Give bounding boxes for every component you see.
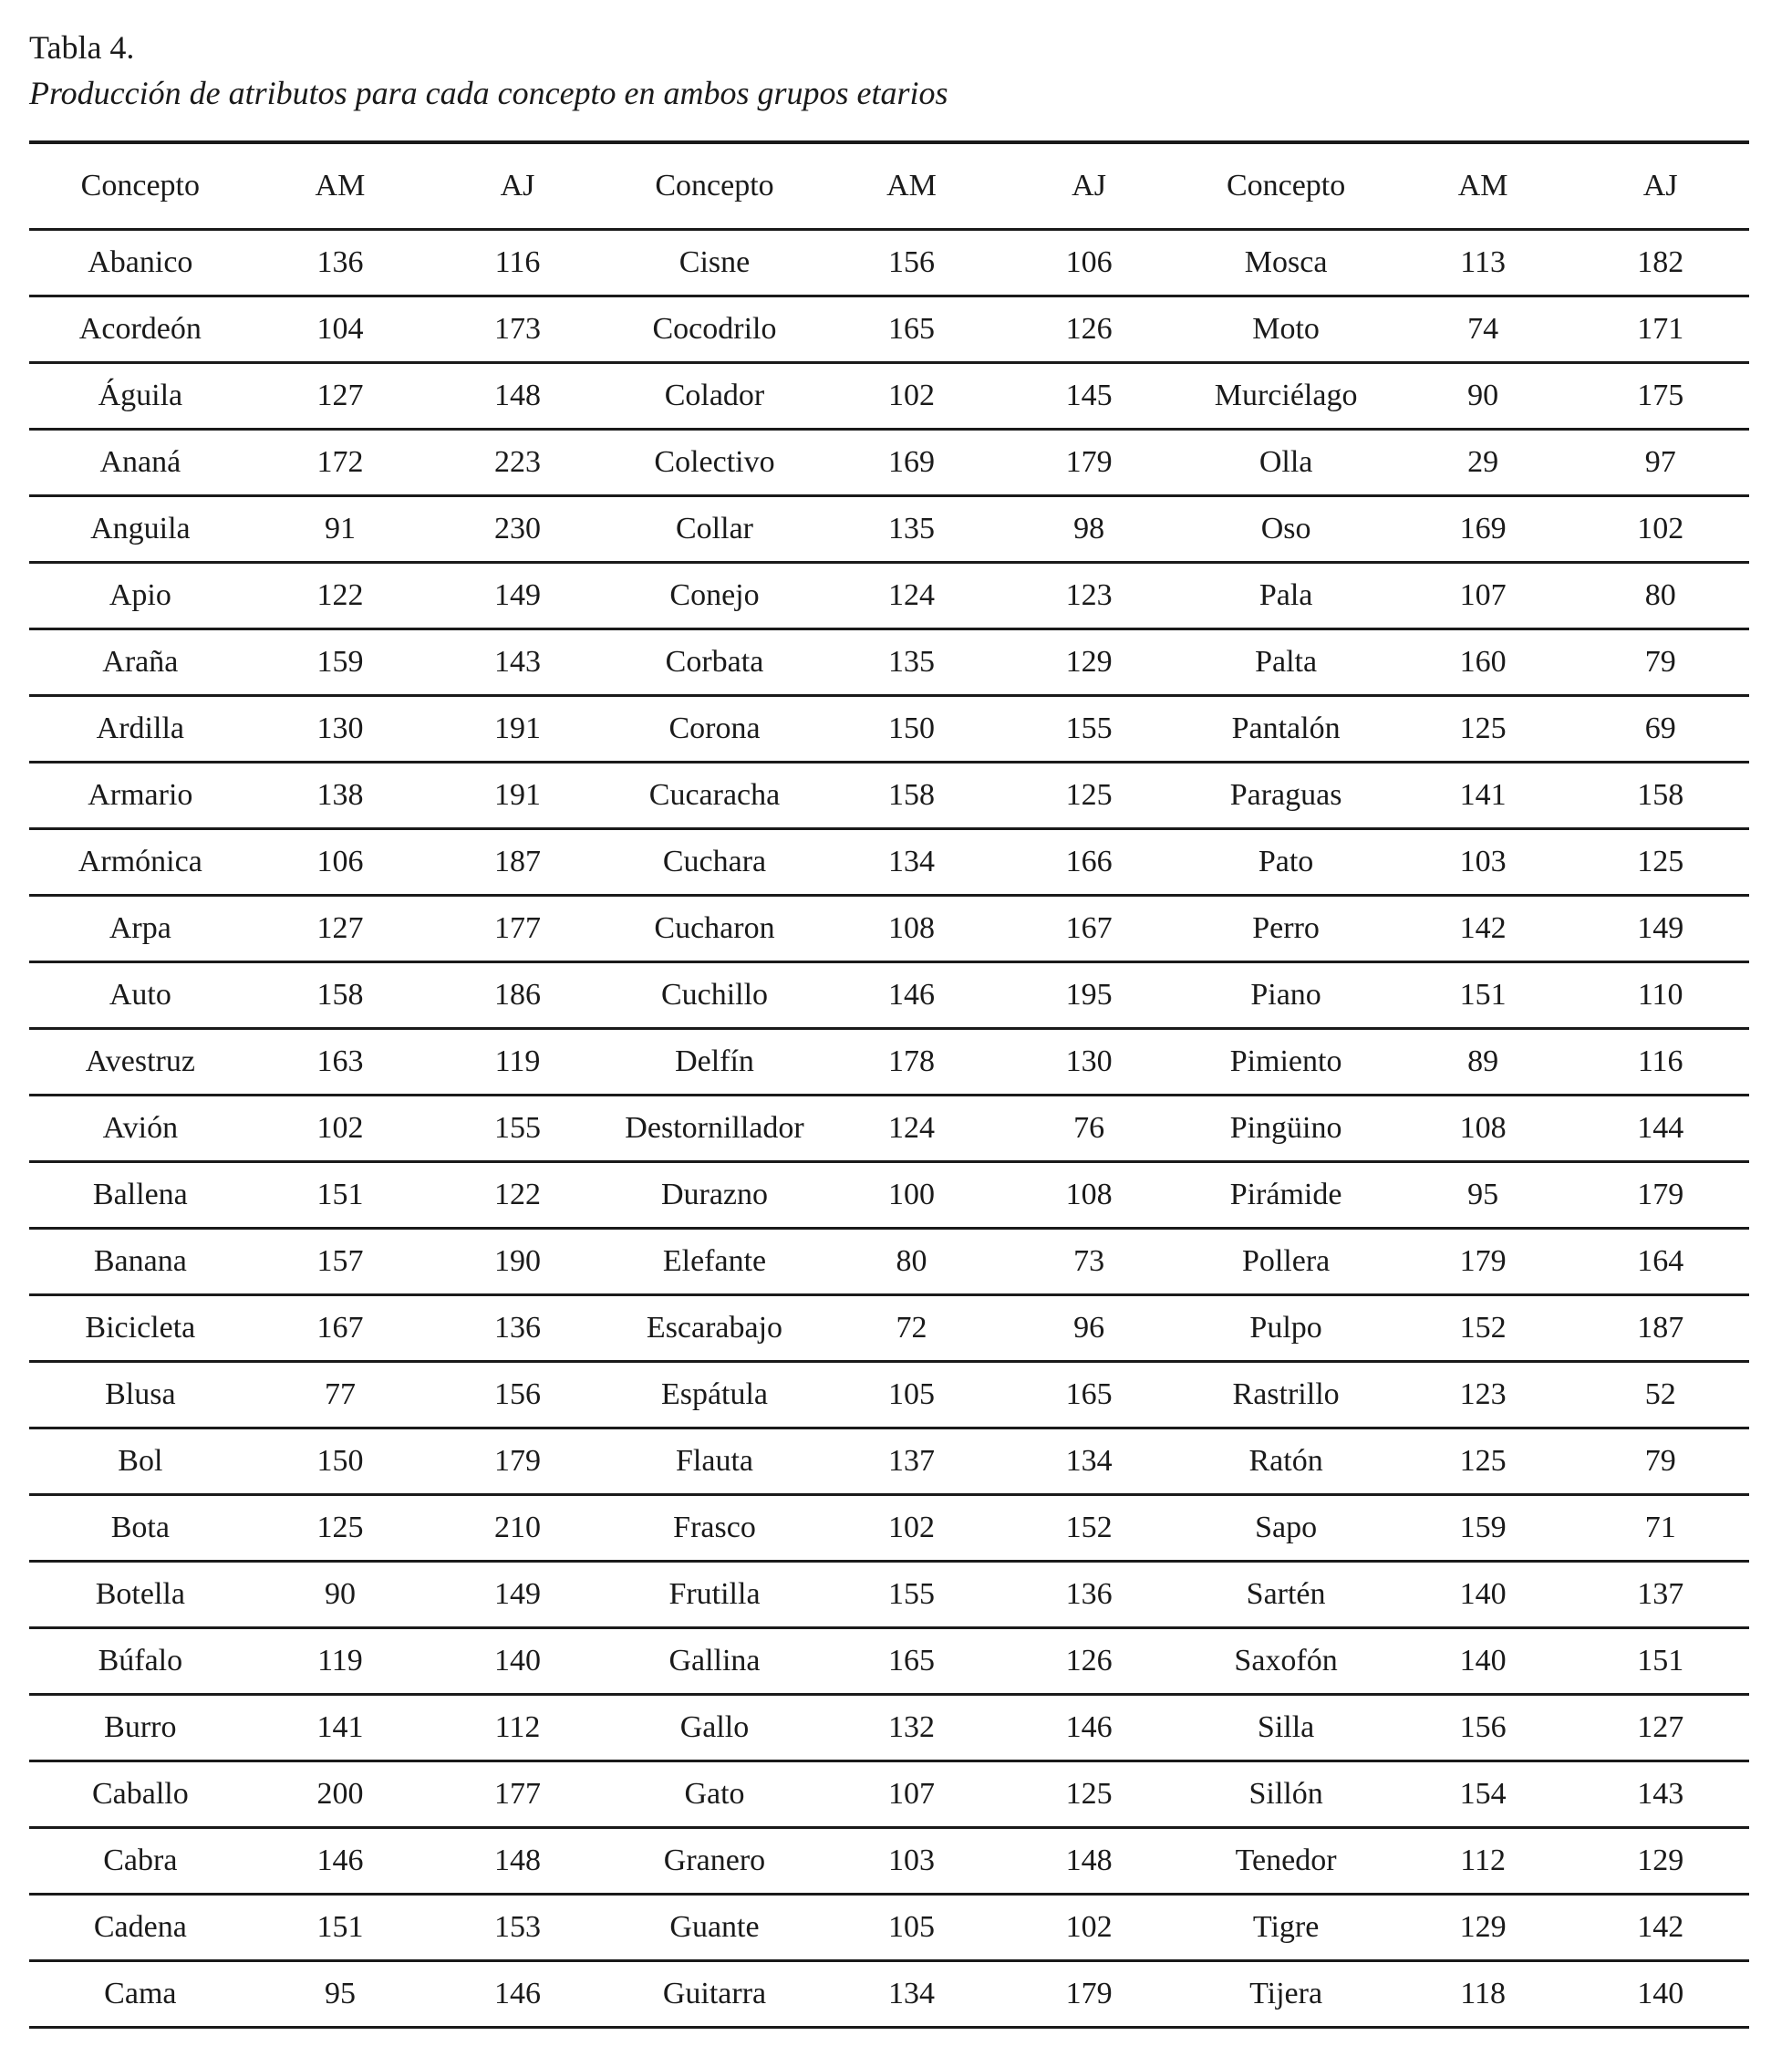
cell-am-1: 106 [316, 845, 364, 878]
cell-aj-2: 106 [1065, 245, 1113, 279]
cell-am-1: 163 [316, 1044, 364, 1078]
cell-concepto-3: Pingüino [1229, 1111, 1342, 1145]
cell-aj-3: 182 [1637, 245, 1684, 279]
cell-am-3: 108 [1459, 1111, 1507, 1145]
cell-aj-1: 173 [493, 312, 541, 346]
table-row [29, 563, 1749, 629]
cell-aj-1: 186 [493, 978, 541, 1012]
cell-am-1: 158 [316, 978, 364, 1012]
cell-concepto-2: Cucaracha [648, 778, 781, 812]
cell-aj-1: 149 [493, 1577, 541, 1611]
header-concepto-2: Concepto [655, 169, 774, 203]
cell-aj-1: 122 [493, 1178, 541, 1211]
cell-concepto-1: Bol [118, 1444, 163, 1478]
cell-concepto-2: Elefante [662, 1244, 767, 1278]
cell-am-3: 125 [1459, 712, 1507, 745]
cell-aj-1: 177 [493, 911, 541, 945]
cell-aj-3: 79 [1644, 645, 1676, 679]
cell-am-1: 157 [316, 1244, 364, 1278]
cell-aj-2: 145 [1065, 379, 1113, 412]
cell-aj-1: 190 [493, 1244, 541, 1278]
cell-aj-2: 125 [1065, 778, 1113, 812]
cell-am-2: 132 [888, 1710, 936, 1744]
table-number: Tabla 4. [29, 29, 135, 66]
table-row [29, 1428, 1749, 1495]
cell-concepto-3: Rastrillo [1232, 1377, 1340, 1411]
header-concepto-1: Concepto [80, 169, 200, 203]
header-aj-3: AJ [1642, 169, 1678, 203]
cell-aj-1: 119 [494, 1044, 541, 1078]
cell-am-2: 150 [888, 712, 936, 745]
cell-concepto-1: Cama [104, 1977, 177, 2010]
cell-concepto-1: Águila [98, 379, 183, 412]
table-row [29, 430, 1749, 496]
cell-concepto-2: Frutilla [668, 1577, 761, 1611]
cell-concepto-2: Corbata [665, 645, 764, 679]
cell-am-3: 29 [1467, 445, 1499, 479]
cell-concepto-2: Cuchara [662, 845, 767, 878]
cell-aj-3: 187 [1637, 1311, 1684, 1345]
cell-concepto-2: Colador [664, 379, 765, 412]
cell-concepto-1: Avión [102, 1111, 179, 1145]
table-row [29, 1828, 1749, 1895]
cell-concepto-3: Olla [1259, 445, 1313, 479]
cell-aj-2: 129 [1065, 645, 1113, 679]
cell-aj-2: 155 [1065, 712, 1113, 745]
cell-aj-2: 166 [1065, 845, 1113, 878]
cell-am-3: 112 [1460, 1844, 1506, 1877]
cell-concepto-3: Ratón [1248, 1444, 1323, 1478]
cell-am-2: 105 [888, 1910, 936, 1944]
cell-concepto-1: Blusa [105, 1377, 176, 1411]
attribute-production-table [29, 140, 1749, 2029]
table-row [29, 1162, 1749, 1229]
cell-concepto-1: Búfalo [98, 1644, 183, 1677]
header-am-1: AM [315, 169, 366, 203]
cell-concepto-3: Moto [1252, 312, 1320, 346]
cell-am-2: 178 [888, 1044, 936, 1078]
cell-am-1: 127 [316, 911, 364, 945]
cell-am-2: 134 [888, 1977, 936, 2010]
cell-concepto-3: Sillón [1248, 1777, 1323, 1811]
cell-concepto-3: Paraguas [1229, 778, 1342, 812]
cell-concepto-2: Granero [663, 1844, 766, 1877]
cell-concepto-1: Cadena [93, 1910, 187, 1944]
cell-aj-3: 102 [1637, 512, 1684, 545]
cell-am-1: 151 [316, 1178, 364, 1211]
cell-aj-3: 158 [1637, 778, 1684, 812]
cell-aj-1: 177 [493, 1777, 541, 1811]
cell-aj-3: 144 [1637, 1111, 1684, 1145]
table-row [29, 296, 1749, 363]
cell-am-1: 90 [324, 1577, 356, 1611]
cell-am-3: 169 [1459, 512, 1507, 545]
table-row [29, 962, 1749, 1029]
cell-concepto-3: Saxofón [1234, 1644, 1338, 1677]
table-row [29, 1895, 1749, 1961]
cell-concepto-2: Colectivo [654, 445, 775, 479]
table-row [29, 1695, 1749, 1761]
cell-aj-1: 223 [493, 445, 541, 479]
cell-am-2: 100 [888, 1178, 936, 1211]
cell-concepto-3: Pirámide [1229, 1178, 1342, 1211]
cell-am-3: 141 [1459, 778, 1507, 812]
header-concepto-3: Concepto [1226, 169, 1346, 203]
table-row [29, 1295, 1749, 1362]
header-aj-2: AJ [1072, 169, 1106, 203]
cell-am-1: 167 [316, 1311, 364, 1345]
cell-concepto-2: Conejo [669, 578, 760, 612]
header-am-2: AM [886, 169, 937, 203]
cell-am-1: 138 [316, 778, 364, 812]
table-row [29, 496, 1749, 563]
cell-concepto-2: Cisne [678, 245, 751, 279]
cell-aj-3: 143 [1637, 1777, 1684, 1811]
cell-concepto-3: Silla [1257, 1710, 1315, 1744]
cell-am-3: 107 [1459, 578, 1507, 612]
cell-concepto-2: Delfín [675, 1044, 754, 1078]
cell-am-3: 118 [1460, 1977, 1506, 2010]
cell-concepto-3: Pala [1259, 578, 1313, 612]
cell-concepto-1: Avestruz [85, 1044, 195, 1078]
table-row [29, 1029, 1749, 1096]
cell-am-2: 103 [888, 1844, 936, 1877]
cell-aj-3: 142 [1637, 1910, 1684, 1944]
cell-am-1: 141 [316, 1710, 364, 1744]
cell-am-3: 90 [1467, 379, 1499, 412]
cell-am-3: 156 [1459, 1710, 1507, 1744]
cell-am-2: 137 [888, 1444, 936, 1478]
cell-am-1: 130 [316, 712, 364, 745]
cell-concepto-1: Anguila [90, 512, 191, 545]
cell-concepto-2: Durazno [660, 1178, 769, 1211]
cell-am-1: 146 [316, 1844, 364, 1877]
cell-concepto-1: Bota [110, 1511, 170, 1544]
cell-aj-2: 148 [1065, 1844, 1113, 1877]
cell-am-1: 91 [324, 512, 356, 545]
cell-aj-2: 130 [1065, 1044, 1113, 1078]
cell-aj-2: 152 [1065, 1511, 1113, 1544]
cell-am-2: 124 [888, 578, 936, 612]
cell-aj-2: 123 [1065, 578, 1113, 612]
cell-aj-3: 171 [1637, 312, 1684, 346]
cell-am-2: 146 [888, 978, 936, 1012]
table-row [29, 763, 1749, 829]
cell-am-3: 89 [1467, 1044, 1499, 1078]
cell-concepto-1: Ananá [99, 445, 181, 479]
cell-concepto-1: Burro [104, 1710, 177, 1744]
cell-aj-1: 191 [493, 778, 541, 812]
cell-aj-2: 179 [1065, 445, 1113, 479]
cell-concepto-1: Araña [102, 645, 179, 679]
cell-concepto-2: Gallo [679, 1710, 750, 1744]
cell-aj-3: 127 [1637, 1710, 1684, 1744]
cell-am-2: 102 [888, 379, 936, 412]
header-aj-1: AJ [500, 169, 535, 203]
cell-am-3: 95 [1467, 1178, 1499, 1211]
cell-aj-2: 146 [1065, 1710, 1113, 1744]
table-row [29, 1961, 1749, 2028]
cell-am-3: 142 [1459, 911, 1507, 945]
cell-aj-1: 155 [493, 1111, 541, 1145]
cell-concepto-1: Apio [109, 578, 171, 612]
cell-concepto-3: Palta [1255, 645, 1318, 679]
cell-concepto-1: Caballo [91, 1777, 189, 1811]
cell-aj-2: 126 [1065, 1644, 1113, 1677]
cell-am-3: 113 [1460, 245, 1506, 279]
cell-aj-1: 112 [494, 1710, 541, 1744]
data-table [29, 140, 1749, 2029]
cell-concepto-2: Frasco [673, 1511, 756, 1544]
cell-concepto-1: Arpa [109, 911, 171, 945]
cell-concepto-1: Auto [109, 978, 171, 1012]
cell-aj-3: 116 [1637, 1044, 1683, 1078]
cell-concepto-1: Armónica [78, 845, 202, 878]
cell-concepto-1: Ardilla [96, 712, 184, 745]
cell-concepto-1: Acordeón [78, 312, 202, 346]
cell-aj-2: 73 [1073, 1244, 1105, 1278]
cell-concepto-1: Banana [93, 1244, 187, 1278]
cell-aj-1: 187 [493, 845, 541, 878]
cell-am-3: 125 [1459, 1444, 1507, 1478]
cell-am-1: 95 [324, 1977, 356, 2010]
header-am-3: AM [1457, 169, 1508, 203]
cell-am-1: 172 [316, 445, 364, 479]
cell-am-3: 151 [1459, 978, 1507, 1012]
cell-am-2: 107 [888, 1777, 936, 1811]
table-row [29, 1628, 1749, 1695]
cell-am-1: 104 [316, 312, 364, 346]
cell-am-1: 102 [316, 1111, 364, 1145]
cell-aj-3: 52 [1644, 1377, 1676, 1411]
cell-aj-2: 167 [1065, 911, 1113, 945]
cell-aj-3: 79 [1644, 1444, 1676, 1478]
table-body [29, 230, 1749, 2028]
table-row [29, 1229, 1749, 1295]
cell-aj-3: 71 [1644, 1511, 1676, 1544]
cell-aj-1: 210 [493, 1511, 541, 1544]
cell-am-3: 159 [1459, 1511, 1507, 1544]
cell-am-1: 122 [316, 578, 364, 612]
cell-concepto-2: Espátula [660, 1377, 769, 1411]
cell-am-1: 200 [316, 1777, 364, 1811]
cell-aj-1: 230 [493, 512, 541, 545]
cell-am-1: 150 [316, 1444, 364, 1478]
cell-concepto-3: Perro [1252, 911, 1320, 945]
header-row [29, 142, 1749, 230]
cell-aj-2: 125 [1065, 1777, 1113, 1811]
cell-concepto-2: Cuchillo [660, 978, 769, 1012]
cell-concepto-1: Ballena [92, 1178, 188, 1211]
cell-aj-1: 148 [493, 1844, 541, 1877]
cell-am-2: 135 [888, 512, 936, 545]
cell-aj-3: 140 [1637, 1977, 1684, 2010]
cell-concepto-3: Tijera [1249, 1977, 1323, 2010]
cell-aj-3: 69 [1644, 712, 1676, 745]
cell-am-3: 140 [1459, 1577, 1507, 1611]
cell-aj-2: 96 [1073, 1311, 1105, 1345]
cell-concepto-3: Sartén [1246, 1577, 1326, 1611]
cell-am-1: 127 [316, 379, 364, 412]
cell-concepto-3: Oso [1260, 512, 1311, 545]
cell-am-2: 124 [888, 1111, 936, 1145]
table-row [29, 1761, 1749, 1828]
table-row [29, 1562, 1749, 1628]
cell-aj-2: 136 [1065, 1577, 1113, 1611]
cell-am-2: 169 [888, 445, 936, 479]
cell-aj-1: 179 [493, 1444, 541, 1478]
cell-am-1: 136 [316, 245, 364, 279]
cell-am-2: 108 [888, 911, 936, 945]
cell-concepto-2: Corona [668, 712, 761, 745]
table-row [29, 1495, 1749, 1562]
cell-aj-2: 195 [1065, 978, 1113, 1012]
cell-aj-2: 76 [1073, 1111, 1105, 1145]
cell-aj-3: 125 [1637, 845, 1684, 878]
table-row [29, 696, 1749, 763]
cell-am-3: 123 [1459, 1377, 1507, 1411]
cell-concepto-2: Cocodrilo [652, 312, 777, 346]
cell-am-1: 125 [316, 1511, 364, 1544]
cell-concepto-1: Botella [95, 1577, 185, 1611]
cell-concepto-1: Abanico [88, 245, 193, 279]
cell-aj-3: 164 [1637, 1244, 1684, 1278]
cell-aj-1: 148 [493, 379, 541, 412]
cell-concepto-1: Bicicleta [85, 1311, 196, 1345]
cell-am-2: 156 [888, 245, 936, 279]
cell-am-3: 129 [1459, 1910, 1507, 1944]
table-row [29, 1096, 1749, 1162]
cell-aj-1: 140 [493, 1644, 541, 1677]
cell-concepto-3: Pollera [1241, 1244, 1331, 1278]
cell-concepto-1: Armario [88, 778, 193, 812]
cell-concepto-1: Cabra [103, 1844, 178, 1877]
cell-concepto-2: Gato [684, 1777, 745, 1811]
cell-concepto-3: Murciélago [1214, 379, 1358, 412]
cell-aj-3: 179 [1637, 1178, 1684, 1211]
table-row [29, 829, 1749, 896]
cell-aj-1: 191 [493, 712, 541, 745]
cell-concepto-3: Pantalón [1231, 712, 1341, 745]
cell-am-1: 119 [317, 1644, 363, 1677]
table-title: Producción de atributos para cada concepto en ambos grupos etarios [29, 75, 948, 111]
table-row [29, 1362, 1749, 1428]
cell-concepto-2: Escarabajo [646, 1311, 783, 1345]
cell-concepto-2: Collar [676, 512, 753, 545]
cell-am-2: 105 [888, 1377, 936, 1411]
cell-concepto-3: Piano [1250, 978, 1321, 1012]
cell-am-3: 74 [1467, 312, 1499, 346]
cell-aj-1: 116 [494, 245, 541, 279]
cell-aj-1: 153 [493, 1910, 541, 1944]
cell-aj-3: 137 [1637, 1577, 1684, 1611]
cell-aj-3: 110 [1637, 978, 1683, 1012]
cell-am-2: 134 [888, 845, 936, 878]
cell-aj-1: 146 [493, 1977, 541, 2010]
cell-am-2: 135 [888, 645, 936, 679]
cell-aj-2: 165 [1065, 1377, 1113, 1411]
cell-concepto-2: Cucharon [654, 911, 775, 945]
cell-am-1: 159 [316, 645, 364, 679]
cell-aj-2: 102 [1065, 1910, 1113, 1944]
cell-am-3: 179 [1459, 1244, 1507, 1278]
table-header [29, 142, 1749, 230]
cell-am-3: 154 [1459, 1777, 1507, 1811]
cell-am-3: 160 [1459, 645, 1507, 679]
cell-am-2: 80 [896, 1244, 927, 1278]
cell-concepto-2: Guitarra [662, 1977, 767, 2010]
cell-aj-3: 175 [1637, 379, 1684, 412]
cell-concepto-2: Flauta [676, 1444, 753, 1478]
cell-aj-3: 129 [1637, 1844, 1684, 1877]
cell-concepto-3: Tenedor [1235, 1844, 1337, 1877]
cell-am-2: 165 [888, 312, 936, 346]
cell-am-2: 155 [888, 1577, 936, 1611]
cell-am-3: 152 [1459, 1311, 1507, 1345]
cell-aj-3: 80 [1644, 578, 1676, 612]
cell-concepto-3: Pato [1258, 845, 1314, 878]
cell-concepto-3: Pimiento [1229, 1044, 1342, 1078]
cell-concepto-2: Destornillador [625, 1111, 804, 1145]
cell-aj-2: 134 [1065, 1444, 1113, 1478]
table-row [29, 896, 1749, 962]
cell-aj-2: 98 [1073, 512, 1105, 545]
cell-aj-3: 149 [1637, 911, 1684, 945]
cell-aj-3: 97 [1644, 445, 1676, 479]
cell-concepto-3: Tigre [1252, 1910, 1320, 1944]
cell-aj-2: 108 [1065, 1178, 1113, 1211]
cell-am-3: 140 [1459, 1644, 1507, 1677]
cell-aj-1: 156 [493, 1377, 541, 1411]
cell-concepto-3: Sapo [1255, 1511, 1318, 1544]
cell-am-2: 72 [896, 1311, 927, 1345]
table-row [29, 629, 1749, 696]
cell-aj-1: 136 [493, 1311, 541, 1345]
cell-am-2: 165 [888, 1644, 936, 1677]
cell-am-2: 102 [888, 1511, 936, 1544]
cell-aj-2: 179 [1065, 1977, 1113, 2010]
cell-concepto-3: Mosca [1244, 245, 1328, 279]
cell-am-1: 151 [316, 1910, 364, 1944]
table-row [29, 230, 1749, 296]
cell-concepto-2: Guante [669, 1910, 760, 1944]
cell-aj-1: 149 [493, 578, 541, 612]
cell-am-2: 158 [888, 778, 936, 812]
cell-concepto-2: Gallina [668, 1644, 761, 1677]
cell-am-1: 77 [324, 1377, 356, 1411]
cell-am-3: 103 [1459, 845, 1507, 878]
cell-aj-3: 151 [1637, 1644, 1684, 1677]
cell-concepto-3: Pulpo [1249, 1311, 1322, 1345]
cell-aj-1: 143 [493, 645, 541, 679]
table-row [29, 363, 1749, 430]
cell-aj-2: 126 [1065, 312, 1113, 346]
